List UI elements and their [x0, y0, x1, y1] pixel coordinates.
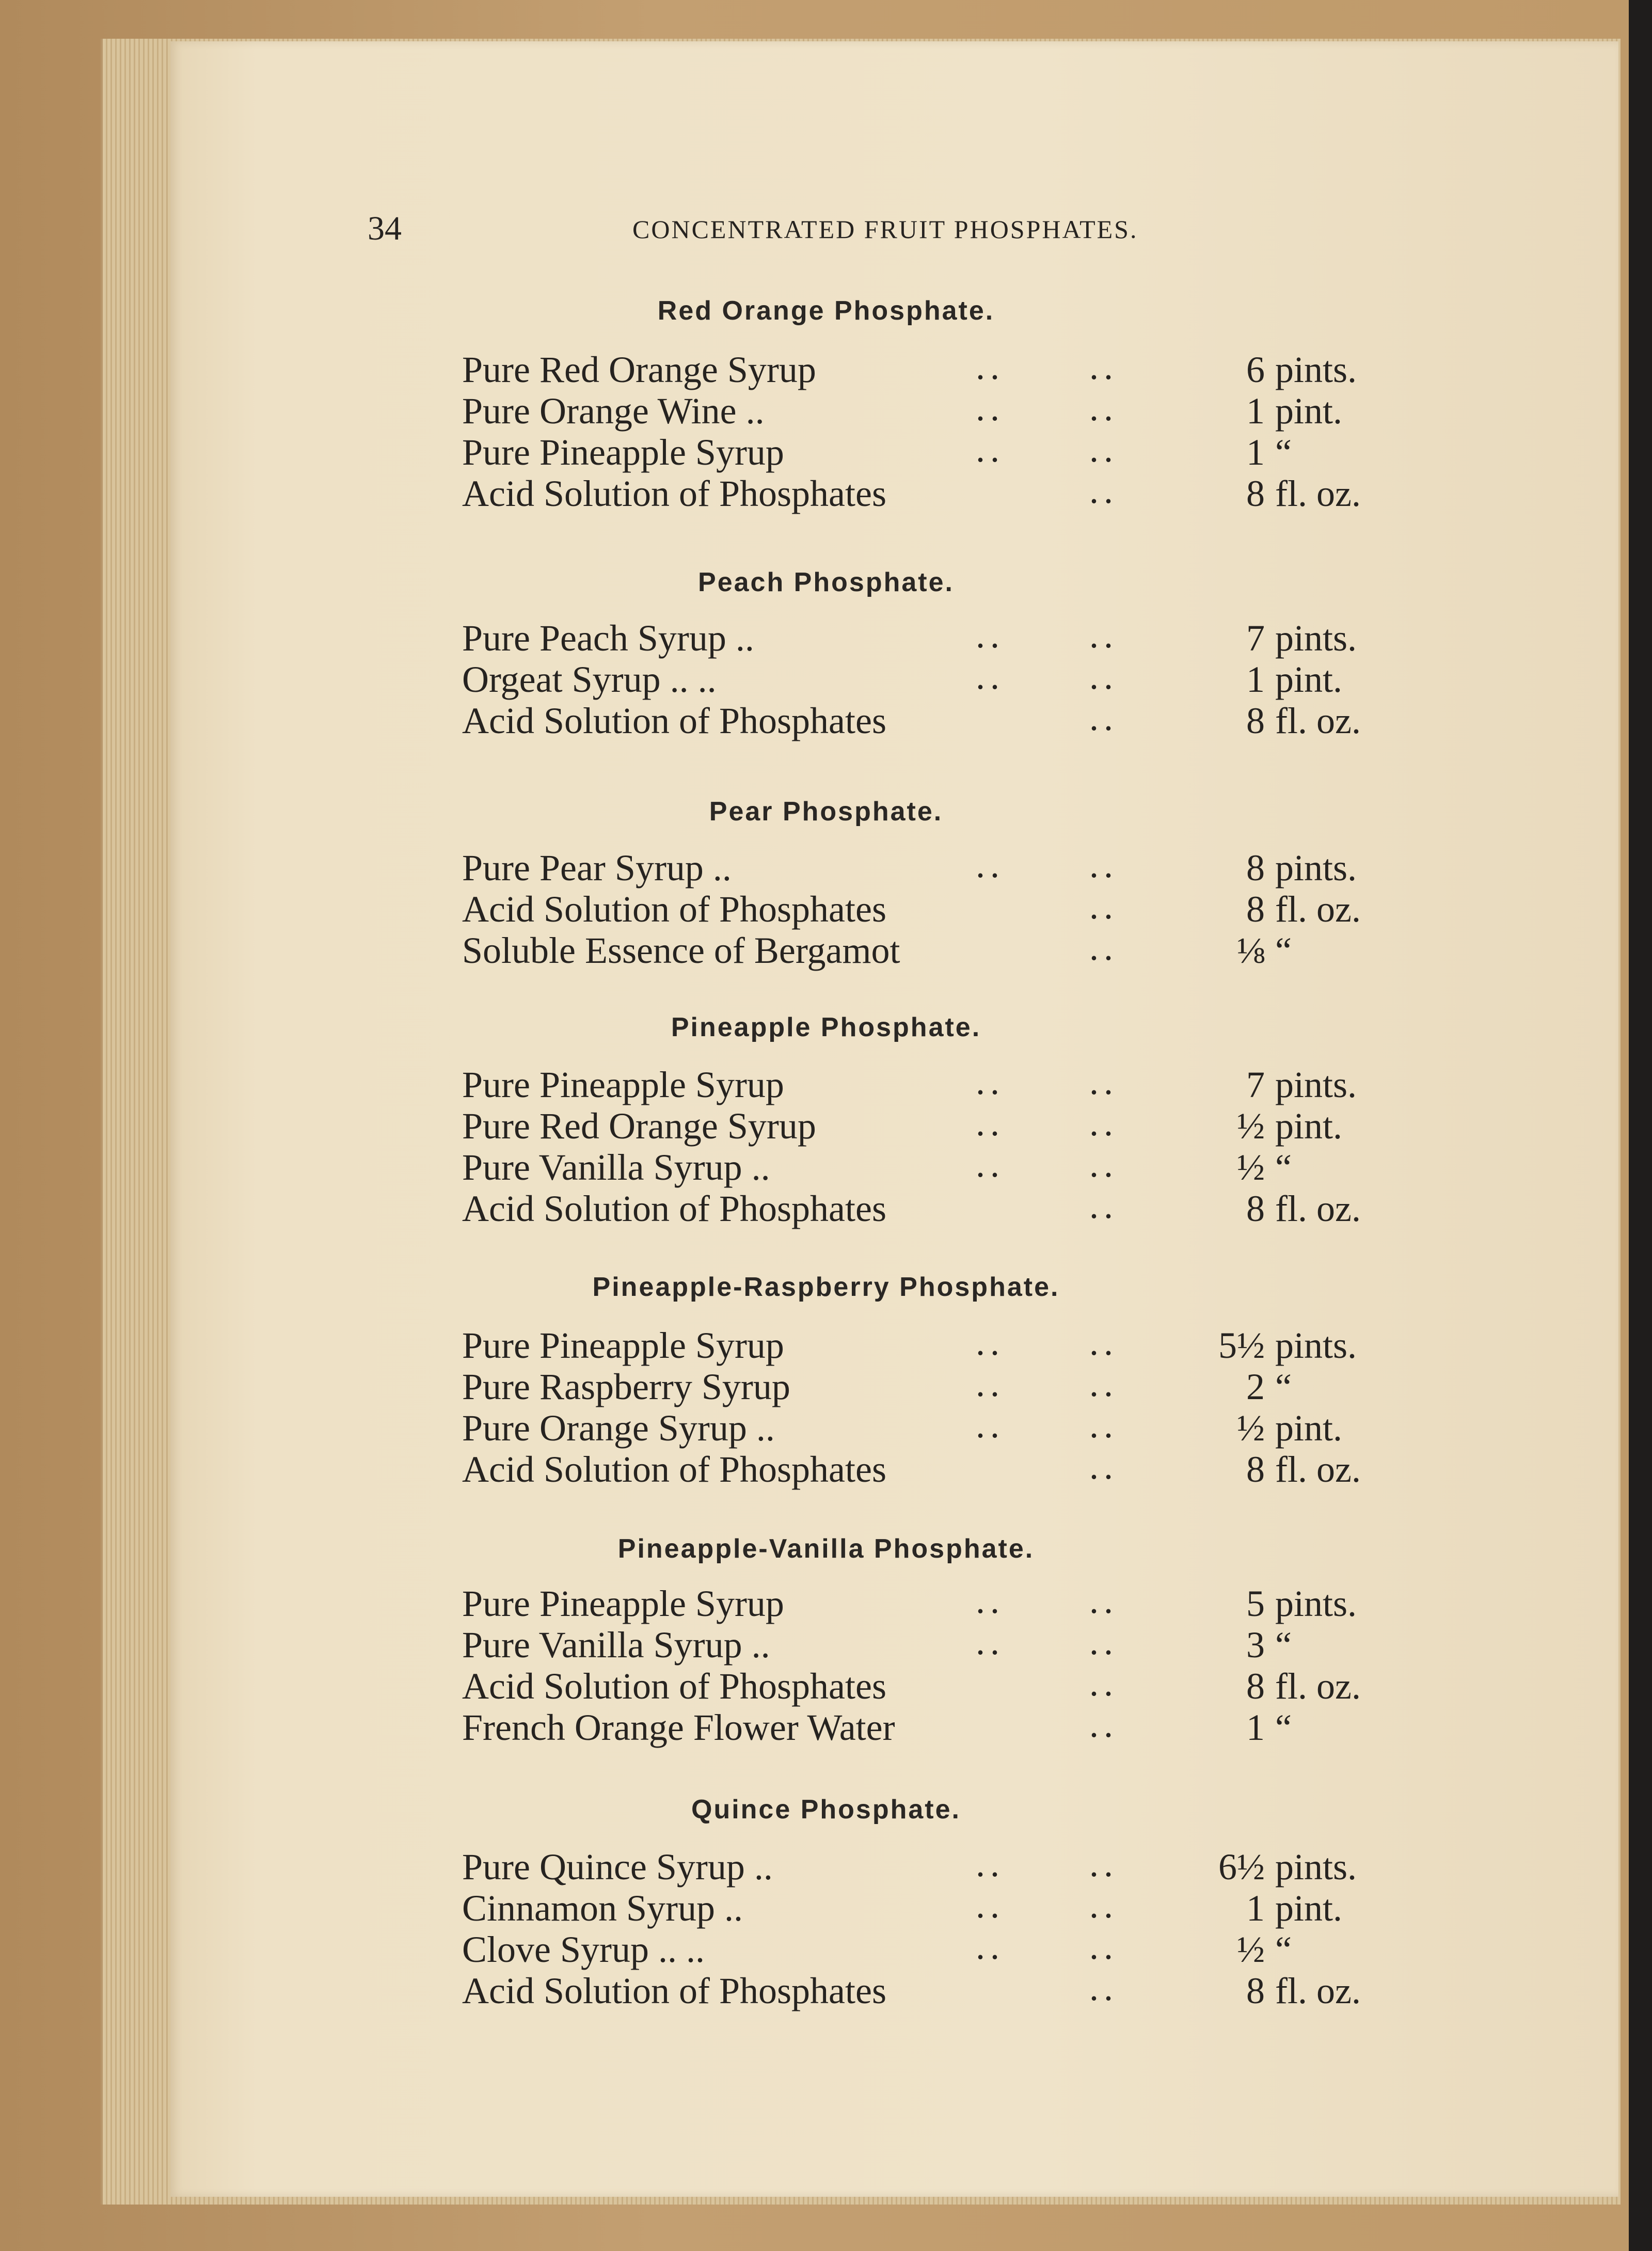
quantity: 8: [1246, 1970, 1265, 2011]
ingredient-name: Pure Pineapple Syrup: [462, 432, 784, 473]
leader-dots: ..: [976, 1884, 1005, 1926]
unit: pint.: [1275, 390, 1343, 432]
quantity: 1: [1246, 659, 1265, 700]
quantity: 1: [1246, 390, 1265, 432]
ingredient-name: Acid Solution of Phosphates: [462, 1188, 886, 1229]
unit: pint.: [1275, 1888, 1343, 1929]
running-head: CONCENTRATED FRUIT PHOSPHATES.: [632, 215, 1138, 244]
leader-dots: ..: [976, 1322, 1005, 1363]
leader-dots: ..: [976, 1061, 1005, 1102]
unit: “: [1275, 1707, 1292, 1748]
ingredient-name: Pure Pear Syrup ..: [462, 847, 732, 889]
leader-dots: ..: [976, 1843, 1005, 1884]
leader-dots: ..: [1089, 697, 1118, 738]
recipe-row: [0, 472, 1652, 514]
ingredient-name: Acid Solution of Phosphates: [462, 473, 886, 514]
unit: “: [1275, 930, 1292, 971]
section-title: Peach Phosphate.: [698, 567, 954, 597]
quantity: 8: [1246, 847, 1265, 889]
section-title: Pineapple-Raspberry Phosphate.: [592, 1272, 1060, 1302]
quantity: 8: [1246, 473, 1265, 514]
leader-dots: ..: [976, 656, 1005, 697]
quantity: 1: [1246, 432, 1265, 473]
ingredient-name: Cinnamon Syrup ..: [462, 1888, 743, 1929]
leader-dots: ..: [1089, 1843, 1118, 1884]
quantity: ½: [1237, 1929, 1265, 1970]
ingredient-name: Pure Red Orange Syrup: [462, 349, 816, 390]
unit: pints.: [1275, 1064, 1357, 1105]
unit: fl. oz.: [1275, 1666, 1361, 1707]
quantity: ½: [1237, 1407, 1265, 1449]
leader-dots: ..: [1089, 1185, 1118, 1226]
quantity: 5½: [1218, 1325, 1265, 1366]
leader-dots: ..: [976, 1621, 1005, 1662]
leader-dots: ..: [1089, 1061, 1118, 1102]
recipe-row: [0, 614, 1652, 659]
leader-dots: ..: [1089, 429, 1118, 470]
recipe-row: [0, 1102, 1652, 1147]
leader-dots: ..: [1089, 1926, 1118, 1967]
leader-dots: ..: [1089, 1884, 1118, 1926]
unit: “: [1275, 1366, 1292, 1407]
recipe-row: [0, 1928, 1652, 1970]
leader-dots: ..: [976, 387, 1005, 429]
quantity: 6: [1246, 349, 1265, 390]
leader-dots: ..: [1089, 844, 1118, 885]
recipe-row: [0, 885, 1652, 930]
quantity: 8: [1246, 889, 1265, 930]
leader-dots: ..: [1089, 614, 1118, 656]
leader-dots: ..: [1089, 1144, 1118, 1185]
unit: pints.: [1275, 1583, 1357, 1624]
ingredient-name: Pure Orange Wine ..: [462, 390, 765, 432]
unit: pint.: [1275, 1105, 1343, 1147]
leader-dots: ..: [1089, 927, 1118, 968]
quantity: ⅛: [1237, 930, 1265, 971]
ingredient-name: Pure Pineapple Syrup: [462, 1325, 784, 1366]
leader-dots: ..: [976, 1404, 1005, 1446]
section-title: Red Orange Phosphate.: [657, 296, 995, 326]
unit: pints.: [1275, 1325, 1357, 1366]
leader-dots: ..: [976, 429, 1005, 470]
leader-dots: ..: [976, 614, 1005, 656]
section-title: Quince Phosphate.: [691, 1795, 961, 1825]
ingredient-name: Acid Solution of Phosphates: [462, 889, 886, 930]
unit: fl. oz.: [1275, 1188, 1361, 1229]
recipe-row: [0, 697, 1652, 741]
quantity: 3: [1246, 1624, 1265, 1666]
unit: fl. oz.: [1275, 889, 1361, 930]
leader-dots: ..: [1089, 1363, 1118, 1404]
ingredient-name: Pure Vanilla Syrup ..: [462, 1147, 770, 1188]
section-title: Pineapple-Vanilla Phosphate.: [617, 1534, 1035, 1564]
quantity: 6½: [1218, 1846, 1265, 1888]
unit: fl. oz.: [1275, 1449, 1361, 1490]
leader-dots: ..: [976, 1144, 1005, 1185]
section-title: Pineapple Phosphate.: [671, 1012, 981, 1042]
recipe-row: [0, 1582, 1652, 1624]
recipe-row: [0, 1843, 1652, 1888]
unit: fl. oz.: [1275, 473, 1361, 514]
ingredient-name: Orgeat Syrup .. ..: [462, 659, 717, 700]
leader-dots: ..: [976, 1102, 1005, 1144]
leader-dots: ..: [1089, 1704, 1118, 1745]
quantity: ½: [1237, 1105, 1265, 1147]
leader-dots: ..: [976, 1363, 1005, 1404]
ingredient-name: Soluble Essence of Bergamot: [462, 930, 900, 971]
quantity: 7: [1246, 617, 1265, 659]
ingredient-name: Acid Solution of Phosphates: [462, 1449, 886, 1490]
ingredient-name: Pure Vanilla Syrup ..: [462, 1624, 770, 1666]
page-number: 34: [368, 210, 402, 247]
quantity: 1: [1246, 1888, 1265, 1929]
unit: pints.: [1275, 847, 1357, 889]
recipe-row: [0, 844, 1652, 889]
recipe-row: [0, 431, 1652, 472]
unit: “: [1275, 1624, 1292, 1666]
recipe-row: [0, 1324, 1652, 1366]
ingredient-name: Acid Solution of Phosphates: [462, 1666, 886, 1707]
unit: pint.: [1275, 1407, 1343, 1449]
leader-dots: ..: [1089, 1580, 1118, 1621]
leader-dots: ..: [1089, 656, 1118, 697]
ingredient-name: Pure Orange Syrup ..: [462, 1407, 775, 1449]
recipe-row: [0, 1621, 1652, 1666]
quantity: 2: [1246, 1366, 1265, 1407]
leader-dots: ..: [1089, 470, 1118, 511]
recipe-row: [0, 929, 1652, 971]
ingredient-name: Pure Pineapple Syrup: [462, 1064, 784, 1105]
recipe-row: [0, 1404, 1652, 1449]
leader-dots: ..: [1089, 1662, 1118, 1704]
unit: “: [1275, 432, 1292, 473]
recipe-row: [0, 1662, 1652, 1707]
leader-dots: ..: [1089, 1621, 1118, 1662]
leader-dots: ..: [976, 346, 1005, 387]
leader-dots: ..: [1089, 1102, 1118, 1144]
ingredient-name: French Orange Flower Water: [462, 1707, 895, 1748]
quantity: 8: [1246, 1449, 1265, 1490]
unit: fl. oz.: [1275, 1970, 1361, 2011]
unit: “: [1275, 1147, 1292, 1188]
unit: fl. oz.: [1275, 700, 1361, 741]
section-title: Pear Phosphate.: [709, 797, 943, 827]
leader-dots: ..: [1089, 1322, 1118, 1363]
unit: pints.: [1275, 1846, 1357, 1888]
quantity: 8: [1246, 1666, 1265, 1707]
unit: pints.: [1275, 349, 1357, 390]
quantity: 7: [1246, 1064, 1265, 1105]
quantity: 1: [1246, 1707, 1265, 1748]
ingredient-name: Pure Peach Syrup ..: [462, 617, 754, 659]
recipe-row: [0, 658, 1652, 700]
leader-dots: ..: [976, 1926, 1005, 1967]
recipe-row: [0, 387, 1652, 432]
ingredient-name: Pure Raspberry Syrup: [462, 1366, 790, 1407]
quantity: 8: [1246, 700, 1265, 741]
recipe-row: [0, 1706, 1652, 1748]
leader-dots: ..: [976, 1580, 1005, 1621]
leader-dots: ..: [1089, 346, 1118, 387]
ingredient-name: Acid Solution of Phosphates: [462, 700, 886, 741]
quantity: 8: [1246, 1188, 1265, 1229]
quantity: 5: [1246, 1583, 1265, 1624]
quantity: ½: [1237, 1147, 1265, 1188]
unit: “: [1275, 1929, 1292, 1970]
leader-dots: ..: [1089, 1446, 1118, 1487]
leader-dots: ..: [1089, 1404, 1118, 1446]
recipe-row: [0, 1884, 1652, 1929]
recipe-row: [0, 1363, 1652, 1407]
ingredient-name: Pure Red Orange Syrup: [462, 1105, 816, 1147]
ingredient-name: Acid Solution of Phosphates: [462, 1970, 886, 2011]
unit: pint.: [1275, 659, 1343, 700]
recipe-row: [0, 1448, 1652, 1489]
leader-dots: ..: [976, 844, 1005, 885]
recipe-row: [0, 1146, 1652, 1187]
ingredient-name: Clove Syrup .. ..: [462, 1929, 705, 1970]
leader-dots: ..: [1089, 387, 1118, 429]
leader-dots: ..: [1089, 1967, 1118, 2008]
ingredient-name: Pure Quince Syrup ..: [462, 1846, 773, 1888]
ingredient-name: Pure Pineapple Syrup: [462, 1583, 784, 1624]
recipe-row: [0, 1187, 1652, 1229]
recipe-row: [0, 348, 1652, 390]
recipe-row: [0, 1967, 1652, 2011]
leader-dots: ..: [1089, 885, 1118, 927]
unit: pints.: [1275, 617, 1357, 659]
recipe-row: [0, 1061, 1652, 1105]
